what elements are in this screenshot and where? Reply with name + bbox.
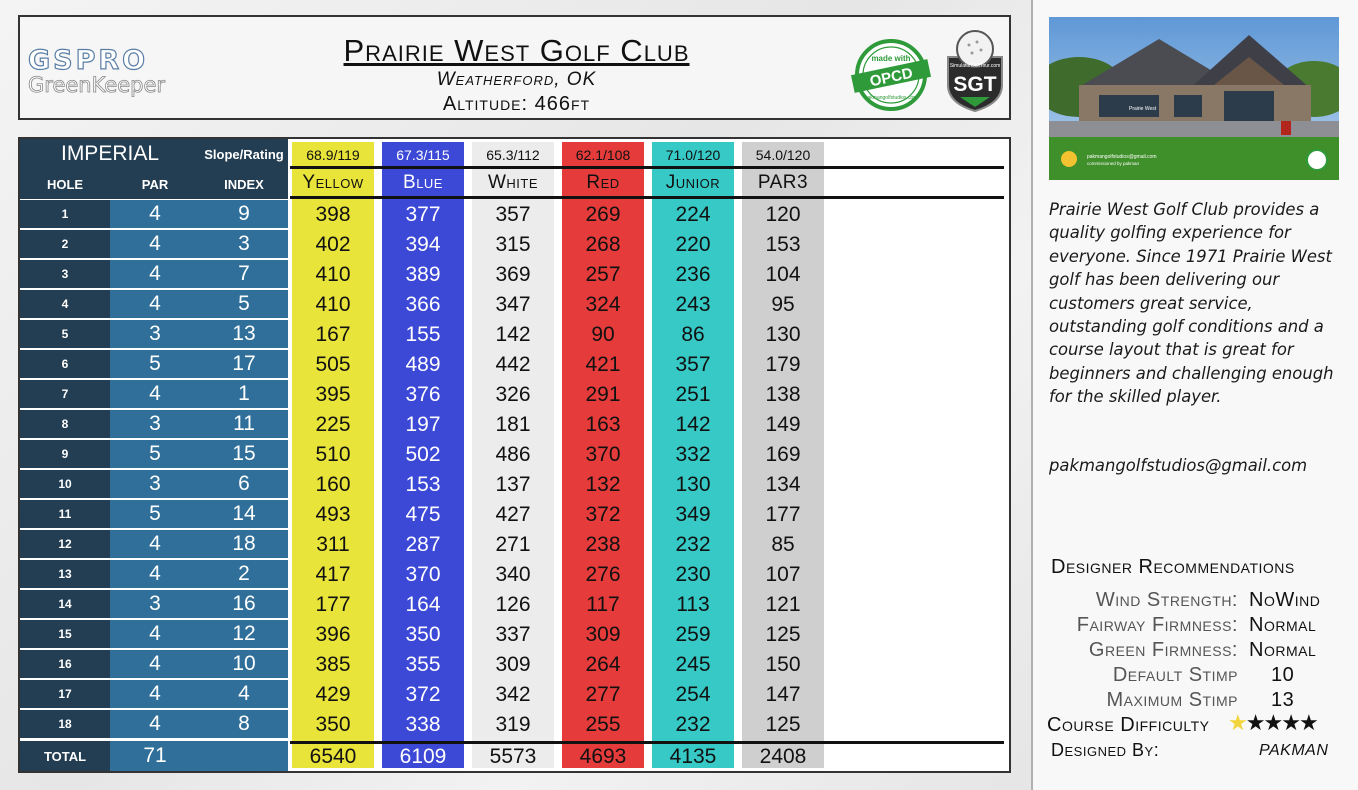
hole-par: 4 bbox=[110, 710, 200, 738]
hole-number: 15 bbox=[20, 620, 110, 648]
tee-yardage: 163 bbox=[585, 413, 621, 436]
tee-name: Yellow bbox=[302, 172, 364, 193]
tee-yardage: 125 bbox=[765, 713, 801, 736]
tee-yardage: 337 bbox=[495, 623, 531, 646]
hole-par: 4 bbox=[110, 680, 200, 708]
total-label: TOTAL bbox=[20, 741, 110, 771]
par-header: PAR bbox=[110, 169, 200, 199]
tee-name: White bbox=[487, 172, 539, 193]
tee-yardage: 160 bbox=[315, 473, 351, 496]
tee-yardage: 376 bbox=[405, 383, 441, 406]
tee-yardage: 350 bbox=[315, 713, 351, 736]
tee-yardage: 85 bbox=[771, 533, 795, 556]
hole-par: 3 bbox=[110, 590, 200, 618]
tee-yardage: 121 bbox=[765, 593, 801, 616]
tee-yardage: 326 bbox=[495, 383, 531, 406]
hole-number: 14 bbox=[20, 590, 110, 618]
hole-par: 5 bbox=[110, 350, 200, 378]
hole-index: 12 bbox=[200, 620, 288, 648]
tee-yardage: 95 bbox=[771, 293, 795, 316]
sgt-badge-main: SGT bbox=[953, 73, 997, 96]
tee-yardage: 349 bbox=[675, 503, 711, 526]
hole-number: 16 bbox=[20, 650, 110, 678]
course-title: Prairie West Golf Club bbox=[343, 33, 690, 68]
difficulty-rating bbox=[1228, 711, 1317, 736]
tee-yardage: 269 bbox=[585, 203, 621, 226]
course-info-sidebar bbox=[1031, 0, 1358, 790]
hole-par: 4 bbox=[110, 620, 200, 648]
tee-yardage: 268 bbox=[585, 233, 621, 256]
course-location: Weatherford, OK bbox=[436, 69, 597, 90]
index-total-empty bbox=[200, 741, 288, 771]
tee-yardage: 155 bbox=[405, 323, 441, 346]
tee-yardage: 137 bbox=[495, 473, 531, 496]
tee-yardage: 236 bbox=[675, 263, 711, 286]
tee-header-top-line bbox=[290, 166, 1004, 169]
hole-number: 11 bbox=[20, 500, 110, 528]
tee-yardage: 442 bbox=[495, 353, 531, 376]
tee-yardage: 126 bbox=[495, 593, 531, 616]
hole-par: 4 bbox=[110, 290, 200, 318]
tee-yardage: 372 bbox=[585, 503, 621, 526]
hole-number: 8 bbox=[20, 410, 110, 438]
star-filled-icon: ★ bbox=[1228, 711, 1246, 736]
tee-yardage: 309 bbox=[495, 653, 531, 676]
tee-yardage: 147 bbox=[765, 683, 801, 706]
hole-index: 7 bbox=[200, 260, 288, 288]
tee-rating: 68.9/119 bbox=[306, 147, 360, 163]
tee-yardage: 125 bbox=[765, 623, 801, 646]
tee-yardage: 350 bbox=[405, 623, 441, 646]
star-empty-icon: ★ bbox=[1298, 711, 1317, 736]
tee-yardage: 130 bbox=[675, 473, 711, 496]
hole-par: 4 bbox=[110, 560, 200, 588]
tee-yardage: 142 bbox=[675, 413, 711, 436]
tee-yardage: 225 bbox=[315, 413, 351, 436]
index-header: INDEX bbox=[200, 169, 288, 199]
tee-yardage: 120 bbox=[765, 203, 801, 226]
tee-yardage: 150 bbox=[765, 653, 801, 676]
tee-yardage: 224 bbox=[675, 203, 711, 226]
tee-yardage: 394 bbox=[405, 233, 441, 256]
hole-number: 7 bbox=[20, 380, 110, 408]
hole-par: 3 bbox=[110, 410, 200, 438]
tee-name: PAR3 bbox=[757, 172, 809, 193]
tee-yardage: 369 bbox=[495, 263, 531, 286]
course-photo bbox=[1049, 17, 1339, 180]
photo-sign-text: Prairie West bbox=[1129, 106, 1157, 112]
tee-yardage: 395 bbox=[315, 383, 351, 406]
opcd-badge-top: made with bbox=[871, 54, 911, 63]
hole-index: 5 bbox=[200, 290, 288, 318]
tee-yardage: 86 bbox=[681, 323, 705, 346]
hole-number: 18 bbox=[20, 710, 110, 738]
tee-yardage: 370 bbox=[405, 563, 441, 586]
tee-yardage: 255 bbox=[585, 713, 621, 736]
tee-yardage: 113 bbox=[676, 593, 710, 616]
hole-index: 10 bbox=[200, 650, 288, 678]
tee-yardage: 332 bbox=[675, 443, 711, 466]
tee-yardage: 291 bbox=[585, 383, 621, 406]
sgt-badge-icon bbox=[940, 27, 1010, 113]
tee-yardage: 117 bbox=[586, 593, 620, 616]
tee-yardage: 251 bbox=[675, 383, 711, 406]
recommendation-label: Default Stimp bbox=[1112, 664, 1238, 686]
tee-yardage: 167 bbox=[315, 323, 351, 346]
recommendation-value: Normal bbox=[1249, 614, 1317, 636]
tee-rating: 71.0/120 bbox=[665, 147, 721, 163]
total-divider-line bbox=[290, 741, 1004, 744]
recommendation-value: 13 bbox=[1271, 689, 1295, 711]
tee-yardage: 338 bbox=[405, 713, 441, 736]
tee-yardage: 177 bbox=[315, 593, 351, 616]
tee-yardage: 324 bbox=[585, 293, 621, 316]
star-empty-icon: ★ bbox=[1281, 711, 1299, 736]
hole-par: 4 bbox=[110, 650, 200, 678]
tee-yardage: 311 bbox=[316, 533, 350, 556]
contact-email: pakmangolfstudios@gmail.com bbox=[1049, 456, 1308, 475]
tee-yardage: 132 bbox=[585, 473, 621, 496]
hole-par: 5 bbox=[110, 440, 200, 468]
tee-yardage: 153 bbox=[765, 233, 801, 256]
hole-index: 17 bbox=[200, 350, 288, 378]
tee-yardage: 315 bbox=[495, 233, 531, 256]
tee-yardage: 149 bbox=[765, 413, 801, 436]
photo-email-tag: pakmangolfstudios@gmail.com bbox=[1087, 154, 1157, 160]
altitude-label: Altitude: 466ft bbox=[442, 93, 591, 115]
tee-yardage: 257 bbox=[585, 263, 621, 286]
recommendation-label: Maximum Stimp bbox=[1106, 689, 1238, 711]
hole-index: 15 bbox=[200, 440, 288, 468]
imperial-header: IMPERIAL bbox=[20, 139, 200, 169]
tee-yardage: 220 bbox=[675, 233, 711, 256]
designer-name: PAKMAN bbox=[1259, 742, 1329, 759]
tee-yardage: 153 bbox=[405, 473, 441, 496]
designed-by-label: Designed By: bbox=[1051, 740, 1160, 760]
tee-yardage: 510 bbox=[315, 443, 351, 466]
tee-yardage: 104 bbox=[765, 263, 801, 286]
gspro-logo: GSPRO bbox=[28, 45, 149, 76]
tee-total: 2408 bbox=[759, 745, 807, 768]
tee-total: 6540 bbox=[309, 745, 357, 768]
tee-yardage: 410 bbox=[315, 293, 351, 316]
tee-yardage: 398 bbox=[315, 203, 351, 226]
tee-yardage: 370 bbox=[585, 443, 621, 466]
recommendation-value: Normal bbox=[1249, 639, 1317, 661]
tee-yardage: 264 bbox=[585, 653, 621, 676]
tee-yardage: 340 bbox=[495, 563, 531, 586]
tee-yardage: 319 bbox=[495, 713, 531, 736]
hole-index: 1 bbox=[200, 380, 288, 408]
tee-yardage: 238 bbox=[585, 533, 621, 556]
tee-yardage: 402 bbox=[315, 233, 351, 256]
course-difficulty-label: Course Difficulty bbox=[1047, 714, 1210, 736]
tee-total: 6109 bbox=[399, 745, 447, 768]
tee-yardage: 357 bbox=[495, 203, 531, 226]
tee-yardage: 232 bbox=[675, 533, 711, 556]
tee-yardage: 197 bbox=[405, 413, 441, 436]
tee-yardage: 169 bbox=[765, 443, 801, 466]
hole-par: 4 bbox=[110, 380, 200, 408]
tee-yardage: 429 bbox=[315, 683, 351, 706]
tee-rating: 54.0/120 bbox=[755, 147, 811, 163]
hole-par: 4 bbox=[110, 230, 200, 258]
hole-number: 12 bbox=[20, 530, 110, 558]
tee-rating: 62.1/108 bbox=[575, 147, 631, 163]
tee-total: 5573 bbox=[489, 745, 537, 768]
hole-header: HOLE bbox=[20, 169, 110, 199]
tee-yardage: 347 bbox=[495, 293, 531, 316]
hole-index: 14 bbox=[200, 500, 288, 528]
tee-yardage: 355 bbox=[405, 653, 441, 676]
tee-yardage: 309 bbox=[585, 623, 621, 646]
header-panel bbox=[18, 15, 1011, 120]
tee-yardage: 342 bbox=[495, 683, 531, 706]
tee-yardage: 475 bbox=[405, 503, 441, 526]
greenkeeper-logo: GreenKeeper bbox=[28, 73, 166, 97]
hole-index: 16 bbox=[200, 590, 288, 618]
tee-yardage: 396 bbox=[315, 623, 351, 646]
tee-yardage: 90 bbox=[591, 323, 615, 346]
hole-index: 11 bbox=[200, 410, 288, 438]
tee-name: Junior bbox=[665, 172, 721, 193]
hole-index: 6 bbox=[200, 470, 288, 498]
hole-number: 10 bbox=[20, 470, 110, 498]
hole-number: 4 bbox=[20, 290, 110, 318]
hole-number: 9 bbox=[20, 440, 110, 468]
tee-yardage: 489 bbox=[405, 353, 441, 376]
tee-yardage: 502 bbox=[405, 443, 441, 466]
tee-yardage: 372 bbox=[405, 683, 441, 706]
tee-header-bottom-line bbox=[290, 196, 1004, 199]
tee-yardage: 271 bbox=[495, 533, 531, 556]
tee-yardage: 417 bbox=[315, 563, 351, 586]
opcd-badge-icon bbox=[850, 39, 932, 111]
tee-yardage: 177 bbox=[765, 503, 801, 526]
tee-yardage: 493 bbox=[315, 503, 351, 526]
slope-rating-header: Slope/Rating bbox=[200, 139, 288, 169]
tee-yardage: 287 bbox=[405, 533, 441, 556]
hole-index: 9 bbox=[200, 200, 288, 228]
par-total: 71 bbox=[110, 741, 200, 771]
opcd-badge-main: OPCD bbox=[868, 64, 915, 91]
opcd-badge-bottom: pakmangolfstudios.com bbox=[864, 95, 918, 101]
tee-yardage: 107 bbox=[765, 563, 801, 586]
hole-par: 4 bbox=[110, 200, 200, 228]
hole-index: 4 bbox=[200, 680, 288, 708]
tee-yardage: 486 bbox=[495, 443, 531, 466]
clubhouse-image-icon bbox=[1049, 17, 1339, 180]
recommendation-label: Green Firmness: bbox=[1088, 639, 1238, 661]
tee-rating: 65.3/112 bbox=[486, 147, 540, 163]
recommendation-label: Wind Strength: bbox=[1095, 589, 1238, 611]
star-empty-icon: ★ bbox=[1263, 711, 1282, 736]
hole-number: 6 bbox=[20, 350, 110, 378]
hole-index: 18 bbox=[200, 530, 288, 558]
tee-yardage: 164 bbox=[405, 593, 441, 616]
scorecard-table bbox=[18, 137, 1011, 773]
recommendation-value: 10 bbox=[1271, 664, 1295, 686]
course-description: Prairie West Golf Club provides a quality golfing experience for everyone. Since 1971 Prairie West golf has been delivering our customers great service, outstanding golf conditions and a course layout that is great for beginners and challenging enough for the skilled player. bbox=[1049, 200, 1334, 407]
sgt-badge-top: SimulatorGolfTour.com bbox=[949, 63, 1001, 69]
tee-yardage: 245 bbox=[675, 653, 711, 676]
hole-number: 3 bbox=[20, 260, 110, 288]
tee-yardage: 277 bbox=[585, 683, 621, 706]
photo-commission-tag: commissioned by pakman bbox=[1087, 161, 1140, 166]
tee-yardage: 179 bbox=[765, 353, 801, 376]
tee-rating: 67.3/115 bbox=[396, 147, 450, 163]
tee-yardage: 276 bbox=[585, 563, 621, 586]
hole-number: 5 bbox=[20, 320, 110, 348]
tee-yardage: 421 bbox=[585, 353, 621, 376]
star-empty-icon: ★ bbox=[1245, 711, 1264, 736]
hole-par: 3 bbox=[110, 470, 200, 498]
tee-yardage: 427 bbox=[495, 503, 531, 526]
tee-yardage: 366 bbox=[405, 293, 441, 316]
tee-total: 4135 bbox=[669, 745, 717, 768]
tee-yardage: 389 bbox=[405, 263, 441, 286]
recommendation-label: Fairway Firmness: bbox=[1076, 614, 1238, 636]
tee-yardage: 232 bbox=[675, 713, 711, 736]
tee-name: Blue bbox=[403, 172, 443, 193]
hole-par: 5 bbox=[110, 500, 200, 528]
tee-yardage: 254 bbox=[675, 683, 711, 706]
tee-yardage: 385 bbox=[315, 653, 351, 676]
hole-index: 8 bbox=[200, 710, 288, 738]
tee-yardage: 181 bbox=[495, 413, 531, 436]
tee-yardage: 505 bbox=[315, 353, 351, 376]
tee-yardage: 134 bbox=[765, 473, 801, 496]
hole-number: 13 bbox=[20, 560, 110, 588]
tee-yardage: 130 bbox=[765, 323, 801, 346]
recommendations-title: Designer Recommendations bbox=[1051, 556, 1295, 578]
hole-par: 4 bbox=[110, 530, 200, 558]
tee-yardage: 142 bbox=[495, 323, 531, 346]
recommendation-value: NoWind bbox=[1249, 589, 1321, 611]
tee-yardage: 243 bbox=[675, 293, 711, 316]
tee-yardage: 377 bbox=[405, 203, 441, 226]
tee-yardage: 259 bbox=[675, 623, 711, 646]
tee-yardage: 138 bbox=[765, 383, 801, 406]
tee-name: Red bbox=[586, 172, 620, 193]
hole-index: 13 bbox=[200, 320, 288, 348]
hole-index: 3 bbox=[200, 230, 288, 258]
tee-yardage: 230 bbox=[675, 563, 711, 586]
tee-total: 4693 bbox=[579, 745, 627, 768]
hole-number: 1 bbox=[20, 200, 110, 228]
hole-number: 2 bbox=[20, 230, 110, 258]
hole-number: 17 bbox=[20, 680, 110, 708]
hole-index: 2 bbox=[200, 560, 288, 588]
hole-par: 4 bbox=[110, 260, 200, 288]
tee-yardage: 357 bbox=[675, 353, 711, 376]
hole-par: 3 bbox=[110, 320, 200, 348]
tee-yardage: 410 bbox=[315, 263, 351, 286]
